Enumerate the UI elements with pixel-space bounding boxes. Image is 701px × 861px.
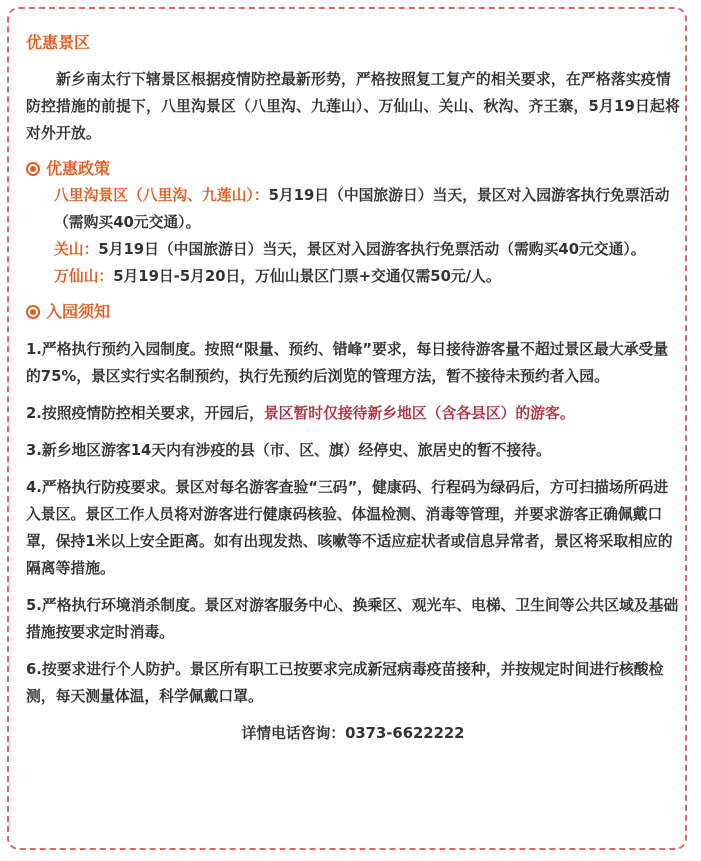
notice-item: 3.新乡地区游客14天内有涉疫的县（市、区、旗）经停史、旅居史的暂不接待。 — [26, 442, 551, 459]
notice-item: 5.严格执行环境消杀制度。景区对游客服务中心、换乘区、观光车、电梯、卫生间等公共区域及基础措施按要求定时消毒。 — [26, 597, 679, 641]
target-bullet-icon — [26, 162, 40, 176]
policy-item — [26, 236, 680, 263]
policy-text: 5月19日（中国旅游日）当天，景区对入园游客执行免票活动（需购买40元交通）。 — [54, 187, 670, 231]
notice-item: 6.按要求进行个人防护。景区所有职工已按要求完成新冠病毒疫苗接种，并按规定时间进行核酸检测，每天测量体温，科学佩戴口罩。 — [26, 661, 664, 705]
notice-item: 4.严格执行防疫要求。景区对每名游客查验“三码”，健康码、行程码为绿码后，方可扫描场所码进入景区。景区工作人员将对游客进行健康码核验、体温检测、消毒等管理，并要求游客正确佩戴口罩，保持1米以上安全距离。如有出现发热、咳嗽等不适应症状者或信息异常者，景区将采取相应的隔离等措施。 — [26, 479, 673, 577]
notice-item-prefix: 2.按照疫情防控相关要求，开园后， — [26, 405, 264, 422]
policy-text: 5月19日（中国旅游日）当天，景区对入园游客执行免票活动（需购买40元交通）。 — [98, 241, 646, 258]
page-title: 优惠景区 — [26, 33, 91, 52]
policy-place: 万仙山： — [54, 268, 114, 285]
intro-paragraph: 新乡南太行下辖景区根据疫情防控最新形势，严格按照复工复产的相关要求，在严格落实疫情防控措施的前提下，八里沟景区（八里沟、九莲山）、万仙山、关山、秋沟、齐王寨，5月19日起将对外开放。 — [26, 71, 680, 142]
article-content — [26, 32, 680, 747]
policy-heading: 优惠政策 — [46, 159, 111, 178]
policy-place: 八里沟景区（八里沟、九莲山）： — [54, 187, 269, 204]
contact-phone: 详情电话咨询：0373-6622222 — [241, 725, 465, 742]
policy-item — [26, 182, 680, 236]
notice-section-header — [26, 300, 680, 324]
policy-text: 5月19日-5月20日，万仙山景区门票+交通仅需50元/人。 — [113, 268, 501, 285]
policy-item — [26, 263, 680, 290]
policy-place: 关山： — [54, 241, 99, 258]
policy-section-header — [26, 157, 680, 181]
notice-heading: 入园须知 — [46, 302, 111, 321]
notice-item: 1.严格执行预约入园制度。按照“限量、预约、错峰”要求，每日接待游客量不超过景区最大承受量的75%，景区实行实名制预约，执行先预约后浏览的管理方法，暂不接待未预约者入园。 — [26, 341, 669, 385]
target-bullet-icon — [26, 305, 40, 319]
notice-item-highlight: 景区暂时仅接待新乡地区（含各县区）的游客。 — [263, 405, 575, 422]
notice-item — [26, 400, 680, 427]
